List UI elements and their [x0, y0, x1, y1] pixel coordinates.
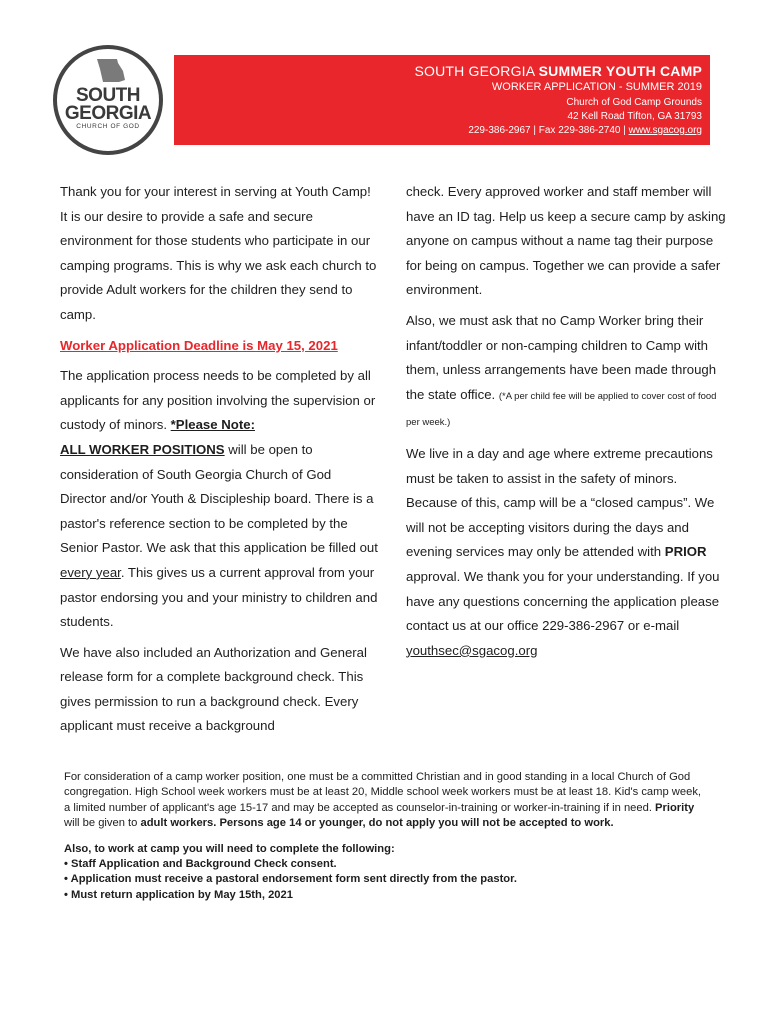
logo-text-georgia: GEORGIA [64, 103, 152, 124]
priority-word: Priority [655, 801, 695, 814]
banner-location: Church of God Camp Grounds [566, 97, 702, 108]
banner-title-bold: SUMMER YOUTH CAMP [538, 63, 702, 79]
logo-text-church: CHURCH OF GOD [76, 123, 140, 130]
banner-title: SOUTH GEORGIA SUMMER YOUTH CAMP [414, 63, 702, 79]
please-note: *Please Note: [170, 417, 255, 433]
also-heading: Also, to work at camp you will need to complete the following: [64, 842, 395, 855]
requirements-section [64, 770, 704, 903]
id-tag-paragraph: check. Every approved worker and staff member will have an ID tag. Help us keep a secure camp by asking anyone on campus without a name tag their purpose for being on campus. Together we can provide a safer environment. [406, 184, 726, 298]
list-item: • Must return application by May 15th, 2021 [64, 888, 704, 903]
child-fee-note: (*A per child fee will be applied to cover cost of food per week.) [406, 390, 717, 429]
closed-campus-paragraph: We live in a day and age where extreme precautions must be taken to assist in the safety of minors. Because of this, camp will be a “closed campus”. We will not be accepting visitors during the days and evening services may only be attended with PRIOR approval. We thank you for your understanding. If you have any questions concerning the application please contact us at our office 229-386-2967 or e-mail youthsec@sgacog.org [406, 445, 720, 658]
right-column [406, 180, 726, 669]
process-paragraph: The application process needs to be completed by all applicants for any position involving the supervision or custody of minors. *Please Note: ALL WORKER POSITIONS will be open to consideration of South Georgia Church of God Director and/or Youth & Discipleship board. There is a pastor's reference section to be completed by the Senior Pastor. We ask that this application be filled out every year. This gives us a current approval from your pastor endorsing you and your ministry to children and students. [60, 368, 378, 630]
intro-paragraph: Thank you for your interest in serving at Youth Camp! It is our desire to provide a safe and secure environment for those students who participate in our camping programs. This is why we ask each church to provide Adult workers for the children they send to camp. [60, 184, 377, 322]
banner-contact: 229-386-2967 | Fax 229-386-2740 | www.sgacog.org [468, 125, 702, 136]
requirements-paragraph: For consideration of a camp worker position, one must be a committed Christian and in good standing in a local Church of God congregation. High School week workers must be at least 20, Middle school week workers must be at least 18. Kid's camp week, a limited number of applicant's age 15-17 and may be accepted as counselor-in-training or worker-in-training if in need. Priority will be given to adult workers. Persons age 14 or younger, do not apply you will not be accepted to work. [64, 771, 702, 830]
deadline-heading: Worker Application Deadline is May 15, 2021 [60, 337, 338, 353]
prior-word: PRIOR [664, 544, 707, 560]
adult-workers-note: adult workers. Persons age 14 or younger, do not apply you will not be accepted to work. [140, 817, 614, 830]
banner-subtitle: WORKER APPLICATION - SUMMER 2019 [491, 81, 702, 93]
all-worker-positions: ALL WORKER POSITIONS [60, 441, 225, 457]
banner-address: 42 Kell Road Tifton, GA 31793 [567, 111, 702, 122]
email-link[interactable]: youthsec@sgacog.org [406, 642, 538, 658]
church-logo [53, 45, 163, 155]
website-link[interactable]: www.sgacog.org [628, 125, 702, 136]
logo-text-south: SOUTH [76, 85, 140, 106]
left-column [60, 180, 378, 745]
list-item: • Application must receive a pastoral endorsement form sent directly from the pastor. [64, 872, 704, 887]
every-year: every year [60, 564, 121, 580]
children-paragraph: Also, we must ask that no Camp Worker bring their infant/toddler or non-camping children to Camp with them, unless arrangements have been made through the state office. (*A per child fee will be applied to cover cost of food per week.) [406, 312, 717, 429]
authorization-paragraph: We have also included an Authorization and General release form for a complete background check. This gives permission to run a background check. Every applicant must receive a background [60, 644, 367, 734]
requirements-list [64, 857, 704, 903]
list-item: • Staff Application and Background Check consent. [64, 857, 704, 872]
header-banner [174, 55, 710, 145]
